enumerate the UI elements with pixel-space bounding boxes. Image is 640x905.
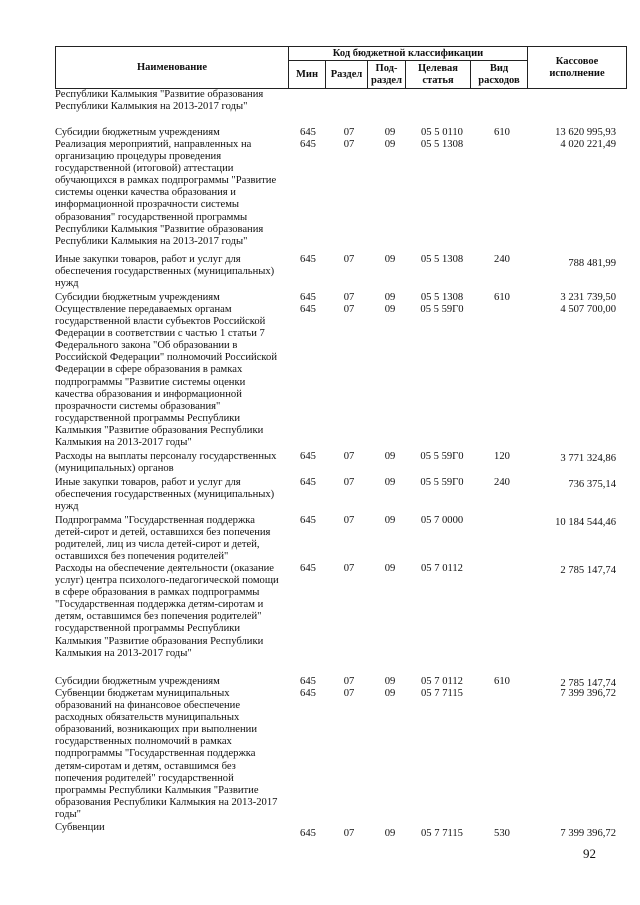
row-vid: 240 xyxy=(494,254,510,265)
row-podrazdel: 09 xyxy=(384,304,396,315)
row-podrazdel: 09 xyxy=(384,688,396,699)
row-name: Субвенции xyxy=(55,822,105,833)
row-razdel: 07 xyxy=(343,477,355,488)
row-statya: 05 5 1308 xyxy=(420,139,464,150)
row-razdel: 07 xyxy=(343,254,355,265)
row-statya: 05 7 0000 xyxy=(420,515,464,526)
row-razdel: 07 xyxy=(343,451,355,462)
row-razdel: 07 xyxy=(343,676,355,687)
row-min: 645 xyxy=(300,254,316,265)
row-min: 645 xyxy=(300,515,316,526)
row-vid: 610 xyxy=(494,292,510,303)
row-sum: 2 785 147,74 xyxy=(560,565,616,576)
row-statya: 05 5 1308 xyxy=(420,292,464,303)
header-podrazdel: Под-раздел xyxy=(368,61,406,89)
row-razdel: 07 xyxy=(343,304,355,315)
row-min: 645 xyxy=(300,451,316,462)
row-statya: 05 5 59Г0 xyxy=(420,304,464,315)
row-name: Иные закупки товаров, работ и услуг для обеспечения государственных (муниципальных) нужд xyxy=(55,477,275,513)
row-razdel: 07 xyxy=(343,515,355,526)
row-statya: 05 5 59Г0 xyxy=(420,477,464,488)
row-name: Расходы на выплаты персоналу государственных (муниципальных) органов xyxy=(55,451,277,475)
row-min: 645 xyxy=(300,828,316,839)
row-vid: 240 xyxy=(494,477,510,488)
row-min: 645 xyxy=(300,127,316,138)
row-statya: 05 7 0112 xyxy=(421,676,463,687)
row-min: 645 xyxy=(300,563,316,574)
row-min: 645 xyxy=(300,292,316,303)
header-statya: Целевая статья xyxy=(406,61,471,89)
header-name: Наименование xyxy=(56,47,289,89)
header-razdel: Раздел xyxy=(326,61,368,89)
row-sum: 788 481,99 xyxy=(568,258,616,269)
row-name: Иные закупки товаров, работ и услуг для обеспечения государственных (муниципальных) нужд xyxy=(55,254,275,290)
row-sum: 736 375,14 xyxy=(568,479,616,490)
row-statya: 05 7 7115 xyxy=(421,688,463,699)
row-min: 645 xyxy=(300,139,316,150)
row-min: 645 xyxy=(300,688,316,699)
header-kbk: Код бюджетной классификации xyxy=(289,47,528,61)
row-sum: 2 785 147,74 xyxy=(560,678,616,689)
row-podrazdel: 09 xyxy=(384,254,396,265)
row-min: 645 xyxy=(300,676,316,687)
row-statya: 05 5 59Г0 xyxy=(420,451,464,462)
row-podrazdel: 09 xyxy=(384,676,396,687)
row-name: Расходы на обеспечение деятельности (оказание услуг) центра психолого-педагогической помощи в сфере образования в рамках подпрограммы "Государственная поддержка детям-сиротам и детям, оставшимся без попечения родителей" государственной программы Республики Калмыкия "Развитие образования Республики Калмыкия на 2013-2017 годы" xyxy=(55,563,279,659)
row-statya: 05 7 0112 xyxy=(421,563,463,574)
row-razdel: 07 xyxy=(343,563,355,574)
row-sum: 7 399 396,72 xyxy=(560,688,616,699)
row-podrazdel: 09 xyxy=(384,828,396,839)
row-name: Субсидии бюджетным учреждениям xyxy=(55,127,220,138)
row-razdel: 07 xyxy=(343,688,355,699)
row-sum: 10 184 544,46 xyxy=(555,517,616,528)
row-podrazdel: 09 xyxy=(384,127,396,138)
row-statya: 05 5 0110 xyxy=(421,127,463,138)
row-sum: 3 231 739,50 xyxy=(560,292,616,303)
row-podrazdel: 09 xyxy=(384,515,396,526)
row-name: Реализация мероприятий, направленных на организацию процедуры проведения государственной (итоговой) аттестации обучающихся в рамках подпрограммы "Развитие системы оценки качества образования и информационной прозрачности системы образования" государственной программы Республики Калмыкия "Развитие образования Республики Калмыкия на 2013-2017 годы" xyxy=(55,139,277,247)
row-sum: 4 020 221,49 xyxy=(560,139,616,150)
row-podrazdel: 09 xyxy=(384,563,396,574)
row-podrazdel: 09 xyxy=(384,292,396,303)
row-name: Республики Калмыкия "Развитие образования Республики Калмыкия на 2013-2017 годы" xyxy=(55,89,264,113)
row-razdel: 07 xyxy=(343,292,355,303)
row-min: 645 xyxy=(300,477,316,488)
row-vid: 530 xyxy=(494,828,510,839)
row-sum: 3 771 324,86 xyxy=(560,453,616,464)
row-podrazdel: 09 xyxy=(384,451,396,462)
row-razdel: 07 xyxy=(343,127,355,138)
row-podrazdel: 09 xyxy=(384,477,396,488)
row-vid: 120 xyxy=(494,451,510,462)
row-razdel: 07 xyxy=(343,139,355,150)
row-sum: 13 620 995,93 xyxy=(555,127,616,138)
row-name: Осуществление передаваемых органам государственной власти субъектов Российской Федерации в соответствии с частью 1 статьи 7 Федерального закона "Об образовании в Российской Федерации" полномочий Российской Федерации в сфере образования в рамках подпрограммы "Развитие системы оценки качества образования и информационной прозрачности системы образования" государственной программы Республики Калмыкия "Развитие образования Республики Калмыкия на 2013-2017 годы" xyxy=(55,304,277,449)
row-podrazdel: 09 xyxy=(384,139,396,150)
table-header xyxy=(55,46,627,89)
row-razdel: 07 xyxy=(343,828,355,839)
row-name: Подпрограмма "Государственная поддержка детей-сирот и детей, оставшихся без попечения родителей, лиц из числа детей-сирот и детей, оставшихся без попечения родителей" xyxy=(55,515,271,563)
row-min: 645 xyxy=(300,304,316,315)
page-number: 92 xyxy=(583,846,596,861)
header-min: Мин xyxy=(289,61,326,89)
row-sum: 7 399 396,72 xyxy=(560,828,616,839)
header-vid: Вид расходов xyxy=(471,61,528,89)
row-statya: 05 5 1308 xyxy=(420,254,464,265)
header-ispolnenie: Кассовое исполнение xyxy=(528,47,627,89)
row-sum: 4 507 700,00 xyxy=(560,304,616,315)
row-name: Субвенции бюджетам муниципальных образований на финансовое обеспечение расходных обязательств муниципальных образований, возникающих при выполнении государственных полномочий в рамках подпрограммы "Государственная поддержка детям-сиротам и детям, оставшимся без попечения родителей" государственной программы Республики Калмыкия "Развитие образования Республики Калмыкия на 2013-2017 годы" xyxy=(55,688,278,820)
row-statya: 05 7 7115 xyxy=(421,828,463,839)
row-name: Субсидии бюджетным учреждениям xyxy=(55,292,220,303)
row-name: Субсидии бюджетным учреждениям xyxy=(55,676,220,687)
row-vid: 610 xyxy=(494,676,510,687)
row-vid: 610 xyxy=(494,127,510,138)
